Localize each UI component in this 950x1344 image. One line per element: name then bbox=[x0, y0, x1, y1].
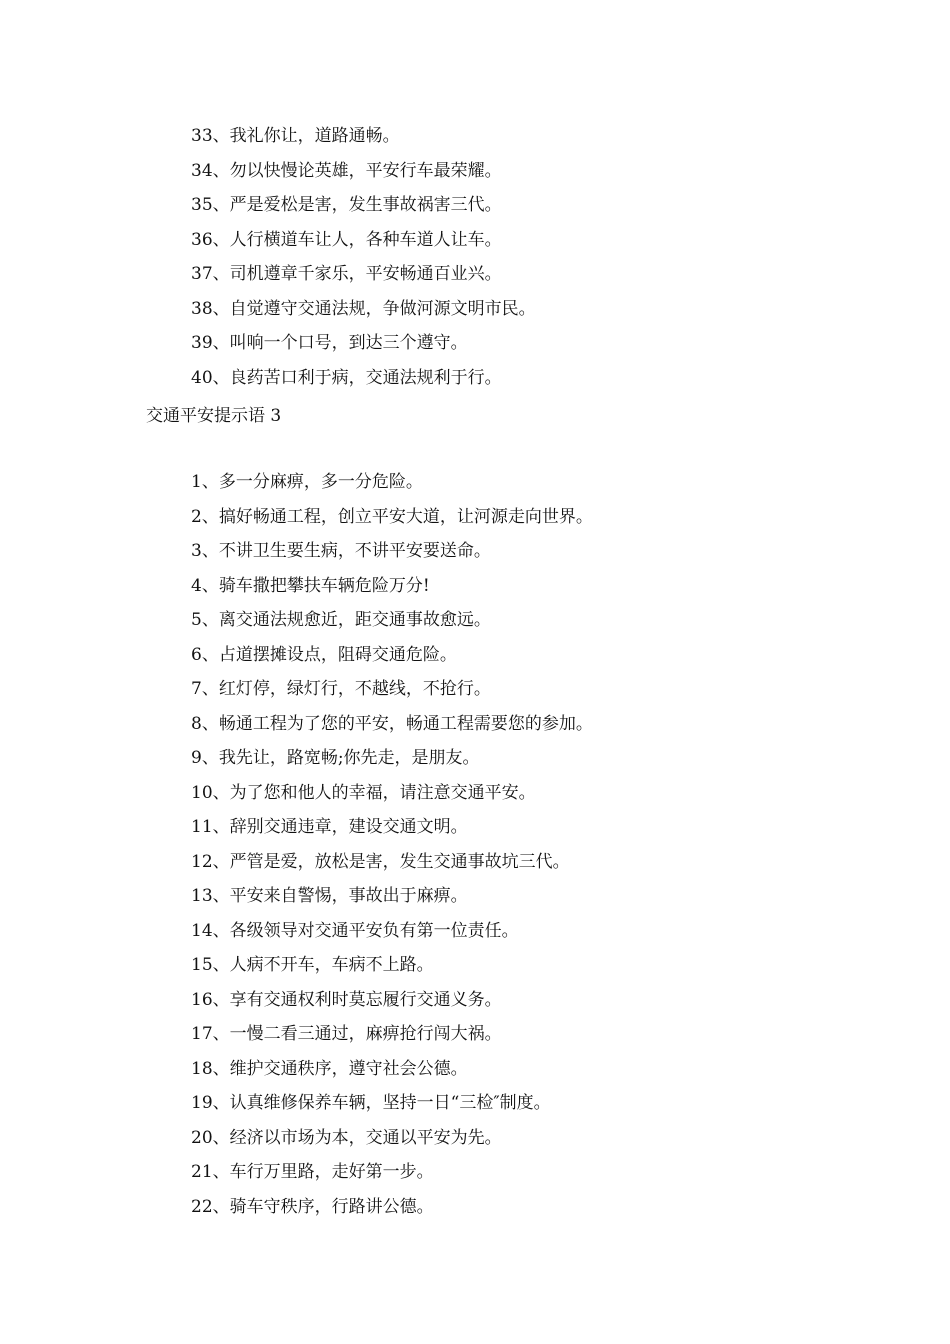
list-item: 15、人病不开车，车病不上路。 bbox=[191, 955, 434, 975]
list-item: 37、司机遵章千家乐，平安畅通百业兴。 bbox=[191, 264, 502, 284]
list-item: 21、车行万里路，走好第一步。 bbox=[191, 1162, 434, 1182]
list-item: 4、骑车撒把攀扶车辆危险万分! bbox=[191, 575, 430, 596]
list-item: 40、良药苦口利于病，交通法规利于行。 bbox=[191, 367, 502, 388]
list-item: 16、享有交通权利时莫忘履行交通义务。 bbox=[191, 989, 502, 1010]
list-item: 34、勿以快慢论英雄，平安行车最荣耀。 bbox=[191, 160, 502, 181]
list-item: 13、平安来自警惕，事故出于麻痹。 bbox=[191, 886, 468, 906]
list-item: 20、经济以市场为本，交通以平安为先。 bbox=[191, 1127, 502, 1148]
list-item: 36、人行横道车让人，各种车道人让车。 bbox=[191, 229, 502, 250]
slogan-list-section-3 bbox=[0, 465, 950, 1224]
list-item: 2、搞好畅通工程，创立平安大道，让河源走向世界。 bbox=[191, 506, 593, 527]
section-heading: 交通平安提示语 3 bbox=[146, 406, 282, 426]
list-item: 1、多一分麻痹，多一分危险。 bbox=[191, 472, 423, 492]
list-item: 17、一慢二看三通过，麻痹抢行闯大祸。 bbox=[191, 1024, 502, 1044]
list-item: 19、认真维修保养车辆，坚持一日“三检″制度。 bbox=[191, 1093, 551, 1113]
slogan-list-continued bbox=[0, 119, 950, 395]
list-item: 3、不讲卫生要生病，不讲平安要送命。 bbox=[191, 541, 491, 561]
list-item: 38、自觉遵守交通法规，争做河源文明市民。 bbox=[191, 298, 536, 319]
list-item: 6、占道摆摊设点，阻碍交通危险。 bbox=[191, 644, 457, 665]
list-item: 11、辞别交通违章，建设交通文明。 bbox=[191, 817, 468, 837]
list-item: 22、骑车守秩序，行路讲公德。 bbox=[191, 1196, 434, 1217]
list-item: 12、严管是爱，放松是害，发生交通事故坑三代。 bbox=[191, 851, 570, 872]
list-item: 18、维护交通秩序，遵守社会公德。 bbox=[191, 1058, 468, 1079]
list-item: 10、为了您和他人的幸福，请注意交通平安。 bbox=[191, 782, 536, 803]
list-item: 9、我先让，路宽畅;你先走，是朋友。 bbox=[191, 748, 480, 768]
list-item: 39、叫响一个口号，到达三个遵守。 bbox=[191, 333, 468, 353]
list-item: 7、红灯停，绿灯行，不越线，不抢行。 bbox=[191, 679, 491, 699]
list-item: 35、严是爱松是害，发生事故祸害三代。 bbox=[191, 195, 502, 215]
list-item: 14、各级领导对交通平安负有第一位责任。 bbox=[191, 920, 519, 941]
list-item: 5、离交通法规愈近，距交通事故愈远。 bbox=[191, 610, 491, 630]
list-item: 33、我礼你让，道路通畅。 bbox=[191, 126, 400, 146]
list-item: 8、畅通工程为了您的平安，畅通工程需要您的参加。 bbox=[191, 713, 593, 734]
